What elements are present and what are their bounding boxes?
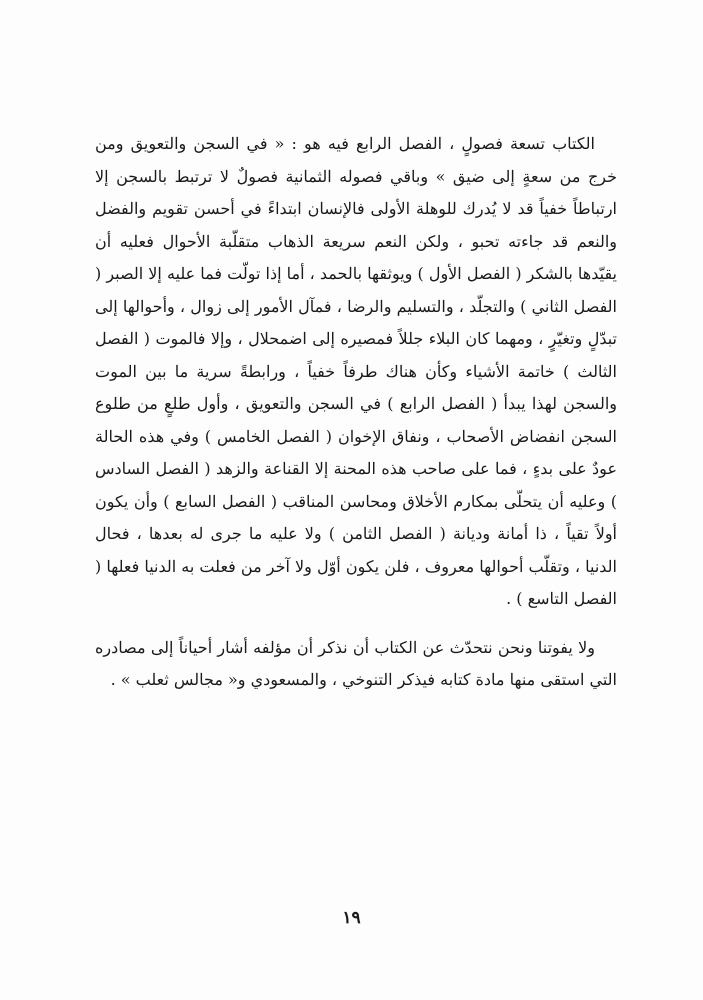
body-text — [95, 128, 617, 697]
paragraph-1: الكتاب تسعة فصولٍ ، الفصل الرابع فيه هو : « في السجن والتعويق ومن خرج من سعةٍ إلى ضيق » وباقي فصوله الثمانية فصولٌ لا ترتبط بالسجن إلا ارتباطاً خفياً قد لا يُدرك للوهلة الأولى فالإنسان ابتداءً في أحسن تقويم والفضل والنعم قد جاءته تحبو ، ولكن النعم سريعة الذهاب متقلّبة الأحوال فعليه أن يقيّدها بالشكر ( الفصل الأول ) ويوثقها بالحمد ، أما إذا تولّت فما عليه إلا الصبر ( الفصل الثاني ) والتجلّد ، والتسليم والرضا ، فمآل الأمور إلى زوال ، وأحوالها إلى تبدّلٍ وتغيّرٍ ، ومهما كان البلاء جللاً فمصيره إلى اضمحلال ، وإلا فالموت ( الفصل الثالث ) خاتمة الأشياء وكأن هناك طرفاً خفياً ، ورابطةً سرية ما بين الموت والسجن لهذا يبدأ ( الفصل الرابع ) في السجن والتعويق ، وأول طلعٍ من طلوع السجن انفضاض الأصحاب ، ونفاق الإخوان ( الفصل الخامس ) وفي هذه الحالة عودٌ على بدءٍ ، فما على صاحب هذه المحنة إلا القناعة والزهد ( الفصل السادس ) وعليه أن يتحلّى بمكارم الأخلاق ومحاسن المناقب ( الفصل السابع ) وأن يكون أولاً تقياً ، ذا أمانة وديانة ( الفصل الثامن ) ولا عليه ما جرى له بعدها ، فحال الدنيا ، وتقلّب أحوالها معروف ، فلن يكون أوّل ولا آخر من فعلت به الدنيا فعلها ( الفصل التاسع ) . — [95, 134, 617, 608]
paragraph-2: ولا يفوتنا ونحن نتحدّث عن الكتاب أن نذكر أن مؤلفه أشار أحياناً إلى مصادره التي استقى منها مادة كتابه فيذكر التنوخي ، والمسعودي و« مجالس ثعلب » . — [95, 637, 617, 689]
page-number: ١٩ — [342, 908, 361, 928]
